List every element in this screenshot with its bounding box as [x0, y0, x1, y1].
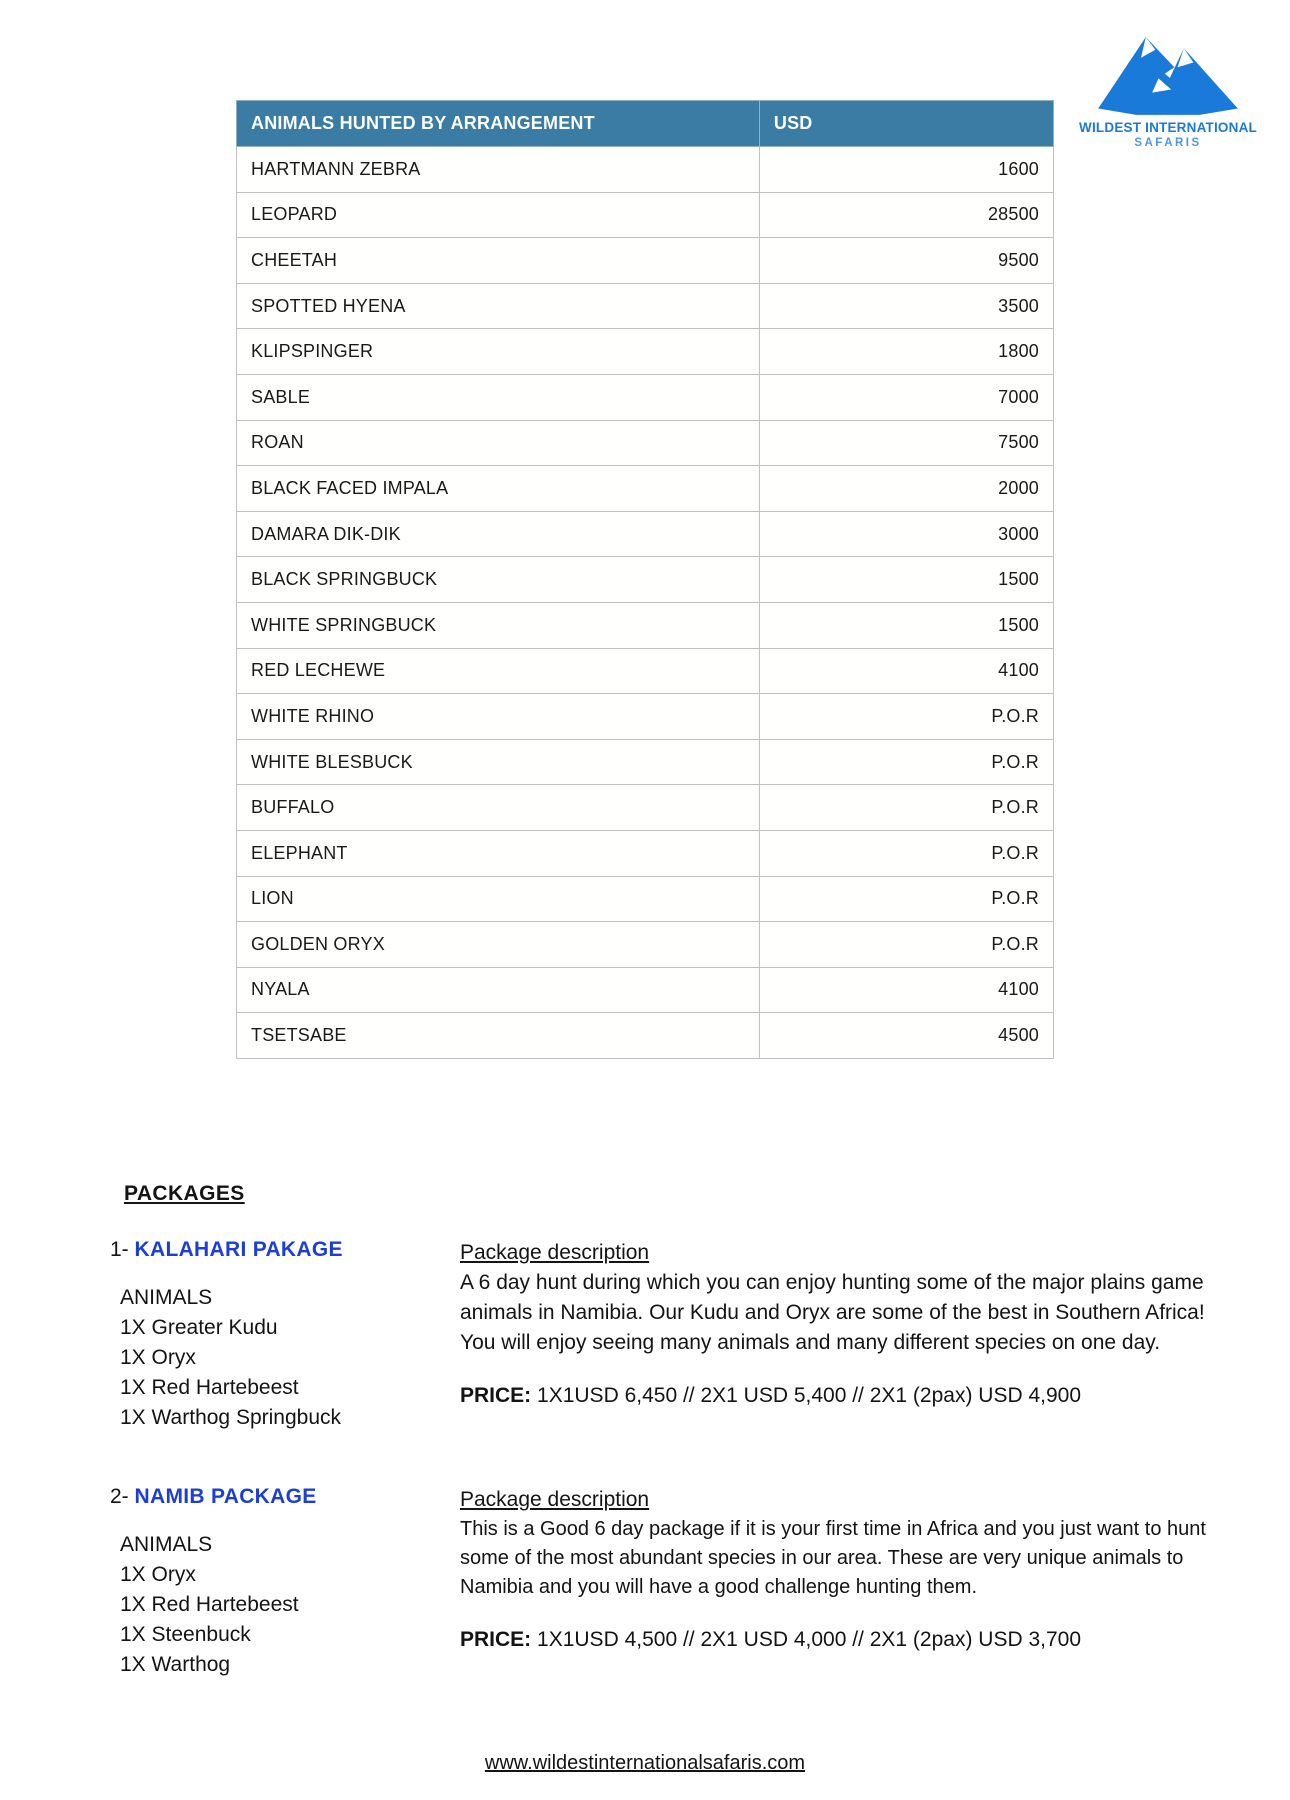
price-value: 1X1USD 6,450 // 2X1 USD 5,400 // 2X1 (2pax) USD 4,900: [537, 1384, 1082, 1407]
price-table: [236, 100, 1054, 1059]
table-row: [237, 238, 1054, 284]
price-cell: P.O.R: [759, 739, 1053, 785]
packages-section: [110, 1182, 1242, 1680]
table-row: [237, 830, 1054, 876]
animal-name-cell: CHEETAH: [237, 238, 760, 284]
animal-list-item: 1X Oryx: [120, 1563, 196, 1586]
table-row: [237, 876, 1054, 922]
animal-list-item: 1X Red Hartebeest: [120, 1593, 299, 1616]
table-row: [237, 511, 1054, 557]
footer: [0, 1752, 1290, 1775]
website-link[interactable]: www.wildestinternationalsafaris.com: [484, 1752, 806, 1774]
package-number: 2-: [110, 1485, 129, 1508]
mountain-logo-icon: [1070, 26, 1266, 118]
price-cell: P.O.R: [759, 694, 1053, 740]
table-row: [237, 374, 1054, 420]
animal-name-cell: BUFFALO: [237, 785, 760, 831]
price-cell: 4500: [759, 1013, 1053, 1059]
table-row: [237, 648, 1054, 694]
price-cell: P.O.R: [759, 922, 1053, 968]
price-cell: 1800: [759, 329, 1053, 375]
price-cell: 4100: [759, 967, 1053, 1013]
usd-column-header: USD: [759, 101, 1053, 147]
logo-subtitle: SAFARIS: [1134, 137, 1202, 149]
table-row: [237, 785, 1054, 831]
animal-list-item: 1X Warthog Springbuck: [120, 1406, 342, 1429]
package-block-namib: [110, 1485, 1242, 1680]
table-row: [237, 420, 1054, 466]
price-label: PRICE:: [460, 1628, 532, 1651]
animal-name-cell: TSETSABE: [237, 1013, 760, 1059]
animal-name-cell: KLIPSPINGER: [237, 329, 760, 375]
animal-name-cell: ROAN: [237, 420, 760, 466]
price-cell: P.O.R: [759, 830, 1053, 876]
animal-name-cell: NYALA: [237, 967, 760, 1013]
package-price-line: [460, 1628, 1242, 1652]
table-row: [237, 466, 1054, 512]
table-row: [237, 694, 1054, 740]
package-description-label: Package description: [460, 1241, 650, 1264]
price-label: PRICE:: [460, 1384, 532, 1407]
package-number: 1-: [110, 1238, 129, 1261]
table-row: [237, 602, 1054, 648]
company-logo: [1070, 26, 1266, 149]
price-cell: 7500: [759, 420, 1053, 466]
animal-name-cell: HARTMANN ZEBRA: [237, 147, 760, 193]
price-cell: 3000: [759, 511, 1053, 557]
animal-list-item: 1X Steenbuck: [120, 1623, 251, 1646]
price-cell: 1600: [759, 147, 1053, 193]
animal-name-cell: LION: [237, 876, 760, 922]
package-animals: [110, 1530, 460, 1680]
animals-label: ANIMALS: [120, 1533, 213, 1556]
animal-name-cell: BLACK FACED IMPALA: [237, 466, 760, 512]
table-row: [237, 192, 1054, 238]
table-row: [237, 329, 1054, 375]
table-row: [237, 1013, 1054, 1059]
price-cell: P.O.R: [759, 785, 1053, 831]
animal-name-cell: WHITE SPRINGBUCK: [237, 602, 760, 648]
table-row: [237, 967, 1054, 1013]
table-row: [237, 283, 1054, 329]
price-table-body: [237, 147, 1054, 1059]
price-cell: 3500: [759, 283, 1053, 329]
price-cell: 7000: [759, 374, 1053, 420]
animals-list: [120, 1313, 460, 1433]
animals-column-header: ANIMALS HUNTED BY ARRANGEMENT: [237, 101, 760, 147]
animal-list-item: 1X Warthog: [120, 1653, 231, 1676]
animal-name-cell: ELEPHANT: [237, 830, 760, 876]
logo-company-name: WILDEST INTERNATIONAL: [1079, 120, 1257, 135]
price-value: 1X1USD 4,500 // 2X1 USD 4,000 // 2X1 (2pax) USD 3,700: [537, 1628, 1082, 1651]
table-header-row: [237, 101, 1054, 147]
packages-heading: PACKAGES: [124, 1182, 245, 1205]
animal-name-cell: WHITE RHINO: [237, 694, 760, 740]
table-row: [237, 557, 1054, 603]
package-block-kalahari: [110, 1238, 1242, 1433]
animal-name-cell: BLACK SPRINGBUCK: [237, 557, 760, 603]
price-cell: 4100: [759, 648, 1053, 694]
package-title: [110, 1485, 460, 1509]
animal-list-item: 1X Greater Kudu: [120, 1316, 278, 1339]
package-right-column: [460, 1485, 1242, 1652]
animal-list-item: 1X Red Hartebeest: [120, 1376, 299, 1399]
animal-name-cell: SABLE: [237, 374, 760, 420]
package-right-column: [460, 1238, 1242, 1408]
price-cell: 28500: [759, 192, 1053, 238]
package-left-column: [110, 1238, 460, 1433]
price-cell: 1500: [759, 602, 1053, 648]
table-row: [237, 922, 1054, 968]
package-description-text: This is a Good 6 day package if it is your first time in Africa and you just want to hunt some of the most abundant species in our area. These are very unique animals to Namibia and you will have a good challenge hunting them.: [460, 1518, 1206, 1598]
package-name: NAMIB PACKAGE: [134, 1485, 317, 1508]
animal-list-item: 1X Oryx: [120, 1346, 196, 1369]
package-title: [110, 1238, 460, 1262]
price-cell: 1500: [759, 557, 1053, 603]
animals-label: ANIMALS: [120, 1286, 213, 1309]
package-left-column: [110, 1485, 460, 1680]
package-description-text: A 6 day hunt during which you can enjoy hunting some of the major plains game animals in Namibia. Our Kudu and Oryx are some of the best in Southern Africa! You will enjoy seeing many animals and many different species on one day.: [460, 1271, 1205, 1354]
price-cell: P.O.R: [759, 876, 1053, 922]
table-row: [237, 147, 1054, 193]
package-name: KALAHARI PAKAGE: [134, 1238, 343, 1261]
price-cell: 2000: [759, 466, 1053, 512]
animals-list: [120, 1560, 460, 1680]
animal-name-cell: LEOPARD: [237, 192, 760, 238]
animal-name-cell: RED LECHEWE: [237, 648, 760, 694]
table-row: [237, 739, 1054, 785]
animal-name-cell: GOLDEN ORYX: [237, 922, 760, 968]
animal-name-cell: DAMARA DIK-DIK: [237, 511, 760, 557]
package-animals: [110, 1283, 460, 1433]
package-description-label: Package description: [460, 1488, 650, 1511]
animal-name-cell: SPOTTED HYENA: [237, 283, 760, 329]
animal-name-cell: WHITE BLESBUCK: [237, 739, 760, 785]
package-price-line: [460, 1384, 1242, 1408]
price-cell: 9500: [759, 238, 1053, 284]
